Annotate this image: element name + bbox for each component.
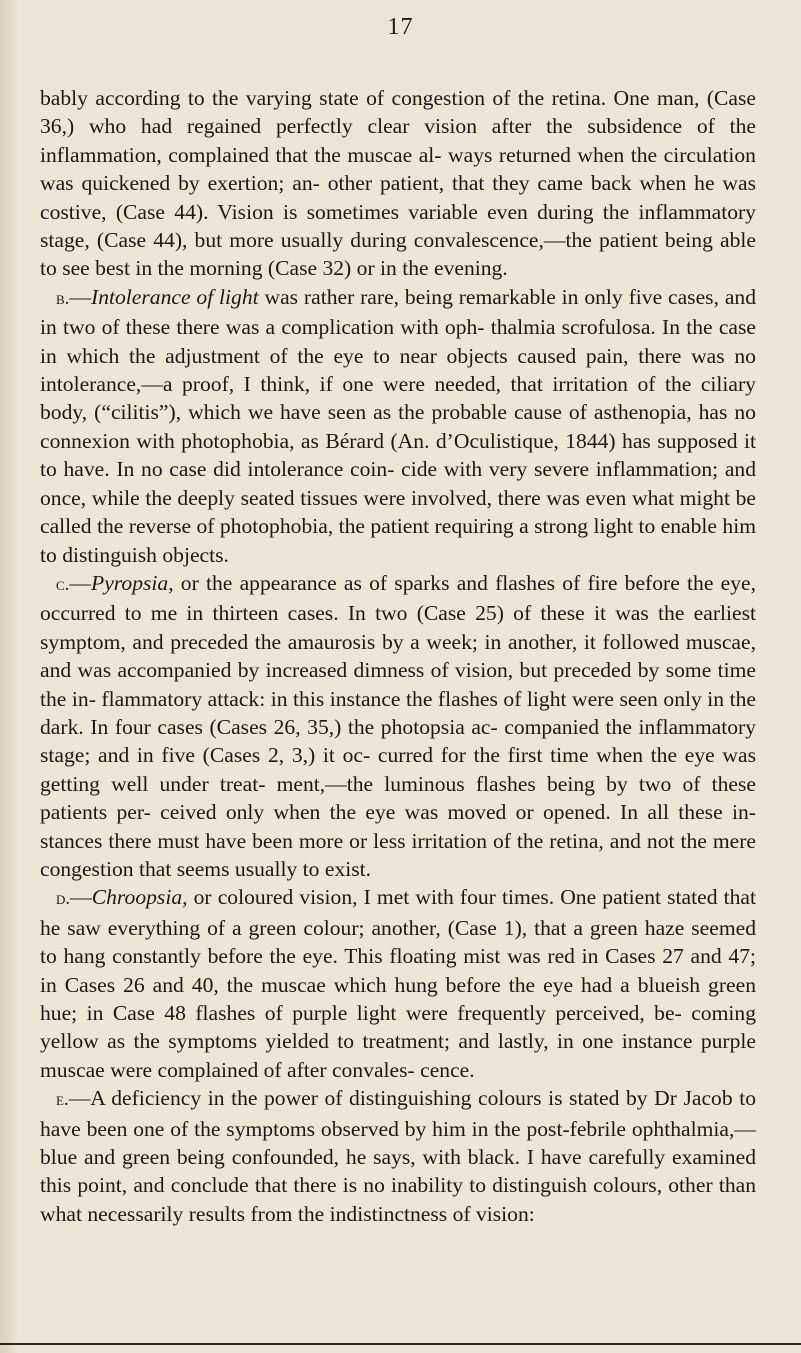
text-line: ceived only when the eye was moved or opened. In all these in- [160, 800, 756, 825]
text-line: in the post-febrile ophthalmia,—blue and green being confounded, [40, 1116, 756, 1170]
text-line: A deficiency in the power of distinguishing colours is stated [90, 1086, 620, 1111]
text-line: seated tissues were involved, there was even what might be called [40, 485, 756, 539]
text-line: curred for the first time when the eye was getting well under treat- [40, 743, 756, 796]
text-line: by increased dimness of vision, but preceded by some time the in- [40, 658, 757, 711]
text-line: , or the appearance as of sparks and flashes of fire [168, 570, 618, 595]
text-line: patient stated that he saw everything of a green colour; another, [40, 885, 756, 940]
text-line: 40, the muscae which hung before the eye had a blueish green hue; [40, 972, 756, 1025]
text-line: before the eye, occurred to me in thirteen cases. In two (Case 25) [40, 570, 756, 626]
text-line: (Case 44), but more usually during convalescence,—the patient [96, 228, 658, 253]
text-line: the reverse of photophobia, the patient requiring a strong light to [96, 514, 656, 539]
text-line: flammatory attack: in this instance the flashes of light were seen [101, 686, 658, 711]
text-line: five cases, and in two of these there was a complication with oph- [40, 284, 756, 340]
text-line: in Case 48 flashes of purple light were frequently perceived, be- [86, 1001, 682, 1025]
text-line: and not the mere congestion that seems usually to exist. [40, 828, 756, 881]
page-number: 17 [387, 14, 414, 40]
bottom-rule [0, 1343, 801, 1345]
text-line: coming yellow as the symptoms yielded to treatment; and lastly, [40, 1001, 756, 1054]
text-line: One man, (Case 36,) who had regained perfectly clear vision after [40, 86, 757, 139]
text-line: than what necessarily results from the indistinctness of vision: [40, 1173, 757, 1226]
text-line: cence. [420, 1057, 475, 1082]
text-line: enable him to distinguish objects. [40, 514, 757, 567]
text-line: ways returned when the circulation was quickened by exertion; an- [40, 142, 756, 196]
paragraph-pyropsia: c.—Pyropsia, or the appearance as of sparks and flashes of fire before the eye, occurred to me in thirteen cases. In two (Case 25) of these it was the earliest symptom, and preceded the amaurosis by a week; in another, it followed muscae, and was accompanied by increased dimness of vision, but preceded by some time the in- flammatory attack: in this instance the flashes of light were seen only in the dark. In four cases (Cases 26, 35,) the photopsia ac- companied the inflammatory stage; and in five (Cases 2, 3,) it oc- curred for the first time when the eye was getting well under treat- ment,—the luminous flashes being by two of these patients per- ceived only when the eye was moved or opened. In all these in- stances there must have been more or less irritation of the retina, and not the mere congestion that seems usually to exist. [40, 570, 757, 881]
text-line: 1844) has supposed it to have. In no case did intolerance coin- [40, 428, 757, 482]
text-line: thalmia scrofulosa. In the case in which the adjustment of the [40, 315, 756, 368]
text-line: companied the inflammatory stage; and in five (Cases 2, 3,) it oc- [40, 714, 756, 768]
text-line: eye. This floating mist was red in Cases 27 and 47; in Cases 26 and [40, 944, 756, 997]
text-line: by a week; in another, it followed muscae, and was accompanied [40, 629, 756, 683]
text-line: eye to near objects caused pain, there was no intolerance,—a proof, [40, 343, 756, 397]
text-line: by Dr Jacob to have been one of the symptoms observed by him [40, 1086, 756, 1141]
section-marker: d. [56, 888, 71, 910]
text-line: , or coloured vision, I met with four times. One [182, 885, 597, 910]
text-line: the subsidence of the inflammation, complained that the muscae al- [40, 114, 756, 167]
section-heading: Chroopsia [91, 885, 183, 910]
text-line: cide with very severe inflammation; and once, while the deeply [40, 457, 756, 510]
section-heading: Intolerance of light [91, 284, 259, 309]
section-marker: b. [56, 287, 70, 309]
paragraph-intolerance-of-light: b.—Intolerance of light was rather rare, being remarkable in only five cases, and in two of these there was a complication with oph- thalmia scrofulosa. In the case in which the adjustment of the eye to near objects caused pain, there was no intolerance,—a proof, I think, if one were needed, that irritation of the ciliary body, (“cilitis”), which we have seen as the probable cause of asthenopia, has no connexion with photophobia, as Bérard (An. d’Oculistique, 1844) has supposed it to have. In no case did intolerance coin- cide with very severe inflammation; and once, while the deeply seated tissues were involved, there was even what might be called the reverse of photophobia, the patient requiring a strong light to enable him to distinguish objects. [40, 284, 757, 567]
section-heading: Pyropsia [91, 570, 169, 595]
text-line: (Case 1), that a green haze seemed to hang constantly before the [40, 915, 756, 969]
text-line: I think, if one were needed, that irritation of the ciliary body, [40, 372, 756, 425]
text-line: only in the dark. In four cases (Cases 26, 35,) the photopsia ac- [40, 686, 756, 739]
body-text [40, 84, 756, 1228]
paragraph-chroopsia: d.—Chroopsia, or coloured vision, I met with four times. One patient stated that he saw everything of a green colour; another, (Case 1), that a green haze seemed to hang constantly before the eye. This floating mist was red in Cases 27 and 47; in Cases 26 and 40, the muscae which hung before the eye had a blueish green hue; in Case 48 flashes of purple light were frequently perceived, be- coming yellow as the symptoms yielded to treatment; and lastly, in one instance purple muscae were complained of after convales- cence. [40, 885, 756, 1082]
section-marker: e. [56, 1089, 69, 1111]
text-line: stances there must have been more or less irritation of the retina, [40, 828, 604, 853]
text-line: has no connexion with photophobia, as Bérard (An. d’Oculistique, [40, 400, 756, 453]
text-line: in one instance purple muscae were complained of after convales- [40, 1029, 756, 1082]
section-marker: c. [56, 573, 70, 595]
text-line: was rather rare, being remarkable in only [258, 284, 623, 309]
paragraph-intro [40, 84, 756, 283]
text-line: Vision is sometimes variable even during the inflammatory stage, [40, 199, 756, 253]
text-line: other patient, that they came back when he was costive, (Case 44). [40, 171, 757, 224]
text-line: conclude that there is no inability to distinguish colours, other [170, 1173, 713, 1198]
paragraph-colour-deficiency: e.—A deficiency in the power of distinguishing colours is stated by Dr Jacob to have been one of the symptoms observed by him in the post-febrile ophthalmia,—blue and green being confounded, he says, with black. I have carefully examined this point, and conclude that there is no inability to distinguish colours, other than what necessarily results from the indistinctness of vision: [40, 1086, 757, 1226]
text-line: being able to see best in the morning (Case 32) or in the evening. [40, 228, 756, 281]
text-line: ment,—the luminous flashes being by two of these patients per- [40, 771, 756, 825]
text-line: (“cilitis”), which we have seen as the probable cause of asthenopia, [94, 400, 692, 425]
text-line: bably according to the varying state of congestion of the retina. [40, 86, 607, 110]
text-line: he says, with black. I have carefully examined this point, and [40, 1145, 756, 1198]
text-line: of these it was the earliest symptom, and preceded the amaurosis [40, 601, 756, 654]
page-edge-shadow [0, 0, 18, 1353]
